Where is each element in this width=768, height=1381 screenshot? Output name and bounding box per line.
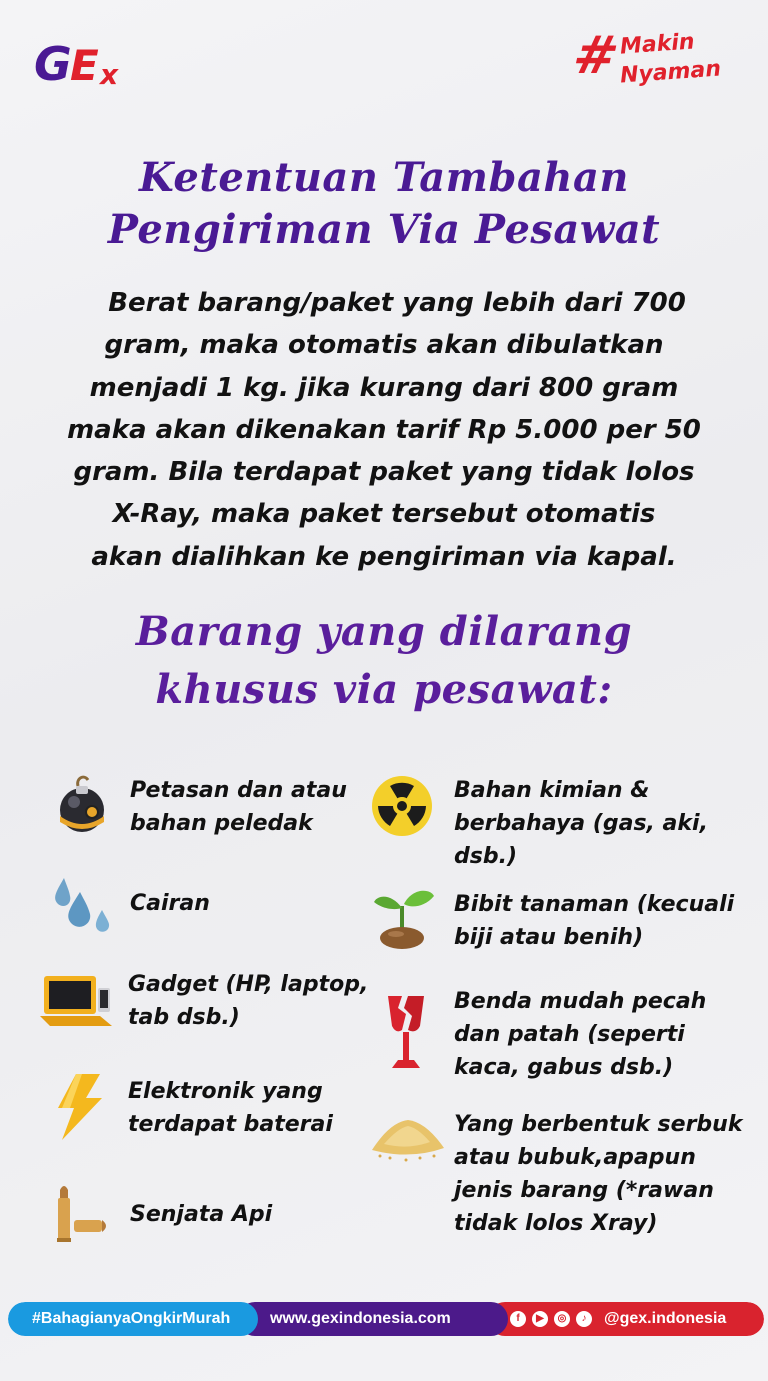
item-line: Bahan kimian & [454, 778, 650, 803]
paragraph-line: X-Ray, maka paket tersebut otomatis [112, 499, 656, 530]
item-line: Bibit tanaman (kecuali [454, 892, 735, 917]
item-line: Cairan [130, 891, 210, 916]
item-line: biji atau benih) [454, 925, 644, 950]
item-line: terdapat baterai [128, 1112, 333, 1137]
item-line: Gadget (HP, laptop, [128, 972, 369, 997]
hashtag-line2: Nyaman [619, 56, 722, 89]
hashtag-makin-nyaman [567, 26, 744, 94]
item-line: berbahaya (gas, aki, [454, 811, 708, 836]
item-line: Yang berbentuk serbuk [454, 1112, 743, 1137]
item-serbuk [454, 1108, 742, 1240]
item-bibit [454, 888, 734, 954]
paragraph-line: maka akan dikenakan tarif Rp 5.000 per 50 [67, 414, 701, 445]
svg-text:E: E [70, 41, 99, 90]
paragraph-line: menjadi 1 kg. jika kurang dari 800 gram [89, 372, 679, 403]
page-title-line1: Ketentuan Tambahan [139, 154, 629, 201]
bullet-icon [52, 1182, 110, 1246]
youtube-icon[interactable]: ▶ [532, 1311, 548, 1327]
item-benda-pecah [454, 985, 706, 1084]
item-line: bahan peledak [130, 811, 313, 836]
sprout-icon [372, 884, 436, 950]
item-gadget [128, 968, 368, 1034]
item-line: tab dsb.) [128, 1005, 240, 1030]
item-line: tidak lolos Xray) [454, 1211, 658, 1236]
paragraph-line: Berat barang/paket yang lebih dari 700 [108, 288, 686, 318]
section-title-line2: khusus via pesawat: [155, 666, 613, 713]
item-cairan [130, 887, 210, 920]
lightning-icon [52, 1074, 108, 1140]
tiktok-icon[interactable]: ♪ [576, 1311, 592, 1327]
facebook-icon[interactable]: f [510, 1311, 526, 1327]
hashtag-line1: Makin [619, 29, 696, 60]
section-title-line1: Barang yang dilarang [135, 608, 633, 655]
item-line: Elektronik yang [128, 1079, 323, 1104]
social-handle[interactable]: @gex.indonesia [604, 1310, 727, 1327]
item-line: dan patah (seperti [454, 1022, 685, 1047]
svg-text:x: x [100, 58, 119, 90]
item-senjata [130, 1198, 272, 1231]
radiation-icon [370, 774, 434, 838]
rules-paragraph [40, 282, 728, 578]
item-line: jenis barang (*rawan [454, 1178, 714, 1203]
paragraph-line: gram, maka otomatis akan dibulatkan [104, 330, 664, 361]
instagram-icon[interactable]: ◎ [554, 1311, 570, 1327]
item-line: Petasan dan atau [130, 778, 347, 803]
item-line: Senjata Api [130, 1202, 273, 1227]
item-petasan [130, 774, 347, 840]
footer-hashtag: #BahagianyaOngkirMurah [32, 1310, 231, 1327]
bomb-icon [50, 772, 114, 836]
gex-logo [34, 34, 144, 90]
paragraph-line: gram. Bila terdapat paket yang tidak lolos [73, 457, 695, 488]
item-bahan-kimia [454, 774, 708, 873]
item-elektronik [128, 1075, 333, 1141]
powder-icon [370, 1112, 446, 1166]
hash-symbol: # [567, 26, 624, 86]
paragraph-line: akan dialihkan ke pengiriman via kapal. [91, 541, 677, 572]
item-line: dsb.) [454, 844, 518, 869]
laptop-icon [40, 972, 116, 1032]
water-drops-icon [50, 876, 114, 936]
item-line: atau bubuk,apapun [454, 1145, 696, 1170]
item-line: Benda mudah pecah [454, 989, 707, 1014]
item-line: kaca, gabus dsb.) [454, 1055, 674, 1080]
svg-text:G: G [34, 37, 72, 90]
broken-glass-icon [384, 994, 428, 1074]
footer-bar [8, 1302, 764, 1336]
website-link[interactable]: www.gexindonesia.com [270, 1310, 451, 1327]
page-title-line2: Pengiriman Via Pesawat [107, 206, 661, 253]
